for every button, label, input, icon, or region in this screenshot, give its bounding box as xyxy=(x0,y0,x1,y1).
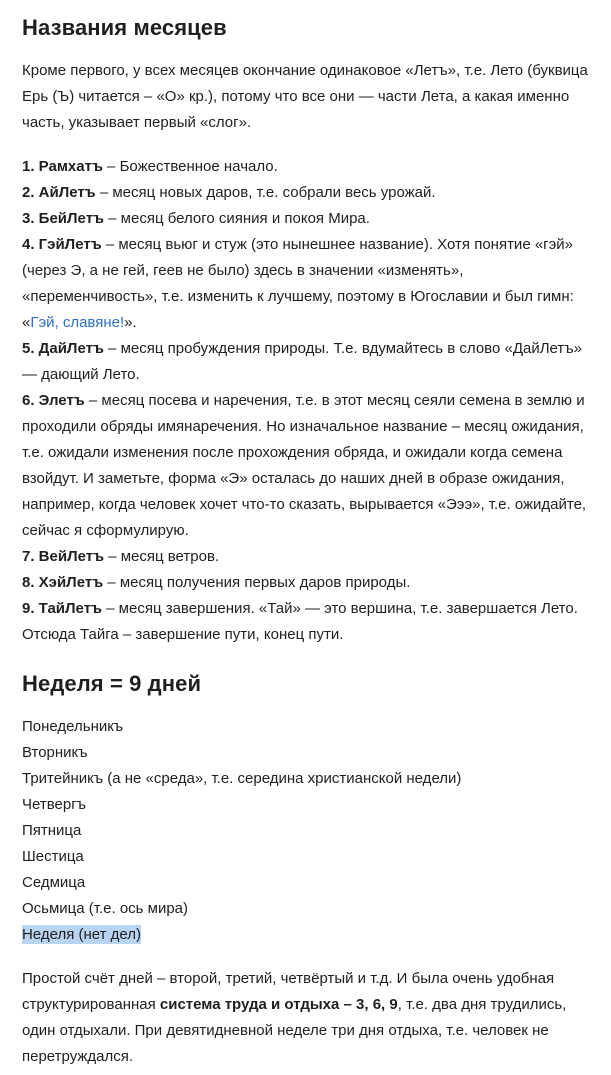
anthem-link[interactable]: Гэй, славяне! xyxy=(30,314,125,331)
day-item: Седмица xyxy=(22,874,86,891)
months-list xyxy=(22,154,589,648)
outro-bold: система труда и отдыха – 3, 6, 9 xyxy=(159,996,398,1013)
heading-week: Неделя = 9 дней xyxy=(22,671,202,696)
month-item: 5. ДайЛетъ – месяц пробуждения природы. Т.е. вдумайтесь в слово «ДайЛетъ» — дающий Лето. xyxy=(22,340,582,383)
intro-paragraph: Кроме первого, у всех месяцев окончание одинаковое «Летъ», т.е. Лето (буквица Ерь (Ъ) читается – «О» кр.), потому что все они — части Лета, а какая именно часть, указывает первый «слог». xyxy=(22,62,588,131)
heading-months: Названия месяцев xyxy=(22,15,227,40)
day-item: Вторникъ xyxy=(22,744,88,761)
text-selection[interactable]: Неделя (нет дел) xyxy=(22,926,141,943)
month-item: 3. БейЛетъ – месяц белого сияния и покоя Мира. xyxy=(22,210,370,227)
day-item: Четвергъ xyxy=(22,796,87,813)
day-item: Понедельникъ xyxy=(22,718,124,735)
month-item: 4. ГэйЛетъ – месяц вьюг и стуж (это нынешнее название). Хотя понятие «гэй» (через Э, а не гей, геев не было) здесь в значении «изменять», «переменчивость», т.е. изменить к лучшему, поэтому в Югославии и был гимн: «Гэй, славяне!». xyxy=(22,236,574,331)
day-item: Пятница xyxy=(22,822,82,839)
month-item: 2. АйЛетъ – месяц новых даров, т.е. собрали весь урожай. xyxy=(22,184,436,201)
month-item: 7. ВейЛетъ – месяц ветров. xyxy=(22,548,220,565)
month-item: 6. Элетъ – месяц посева и наречения, т.е. в этот месяц сеяли семена в землю и проходили обряды имянаречения. Но изначальное название – месяц ожидания, т.е. ожидали изменения после прохождения обряда, и ожидали когда семена взойдут. И заметьте, форма «Э» осталась до наших дней в образе ожидания, например, когда человек хочет что-то сказать, вырывается «Эээ», т.е. ожидайте, сейчас я сформулирую. xyxy=(22,392,587,539)
month-item: 1. Рамхатъ – Божественное начало. xyxy=(22,158,278,175)
day-item-selected[interactable] xyxy=(22,922,589,948)
outro-paragraph: Простой счёт дней – второй, третий, четвёртый и т.д. И была очень удобная структурированная система труда и отдыха – 3, 6, 9, т.е. два дня трудились, один отдыхали. При девятидневной неделе три дня отдыха, т.е. человек не перетруждался. xyxy=(22,970,567,1065)
days-list xyxy=(22,714,589,948)
month-item: 9. ТайЛетъ – месяц завершения. «Тай» — это вершина, т.е. завершается Лето. Отсюда Тайга – завершение пути, конец пути. xyxy=(22,600,578,643)
day-item: Тритейникъ (а не «среда», т.е. середина христианской недели) xyxy=(22,770,462,787)
day-item: Осьмица (т.е. ось мира) xyxy=(22,900,189,917)
month-item: 8. ХэйЛетъ – месяц получения первых даров природы. xyxy=(22,574,411,591)
day-item: Шестица xyxy=(22,848,84,865)
